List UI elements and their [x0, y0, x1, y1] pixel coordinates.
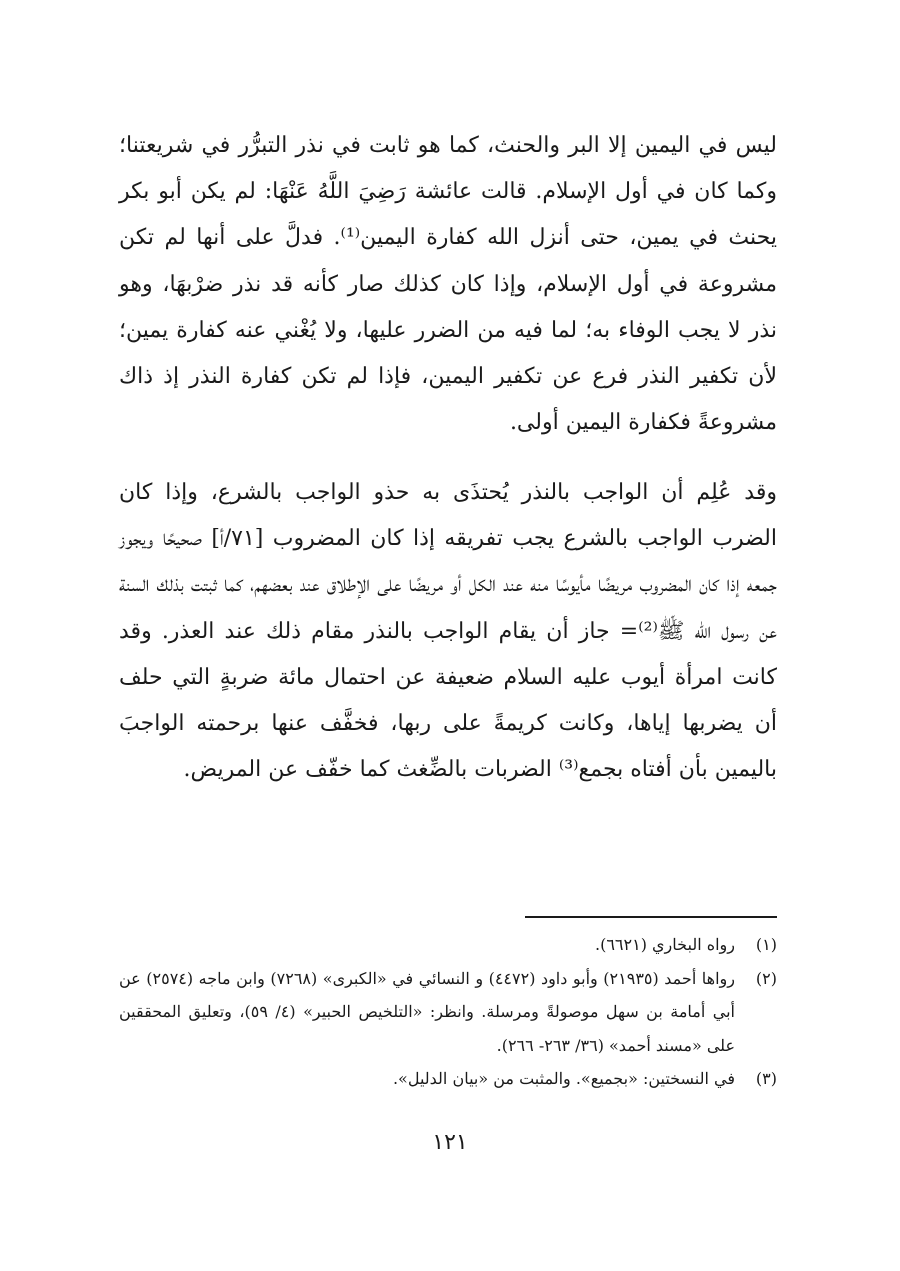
footnotes-list	[119, 928, 777, 1096]
footnote-number: (٢)	[755, 968, 777, 988]
footnote-1	[119, 928, 777, 962]
footnote-number: (١)	[755, 935, 777, 954]
footnote-text: رواه البخاري (٦٦٢١).	[595, 935, 735, 954]
footnote-separator	[525, 916, 777, 918]
body-paragraph-2: وقد عُلِم أن الواجب بالنذر يُحتذَى به حذو الواجب بالشرع، وإذا كان الضرب الواجب بالشرع يجب تفريقه إذا كان المضروب [٧١/أ] صحيحًا ويجوز جمعه إذا كان المضروب مريضًا مأيوسًا منه عند الكل أو مريضًا على الإطلاق عند بعضهم، كما ثبتت بذلك السنة عن رسول الله ﷺ⁽²⁾= جاز أن يقام الواجب بالنذر مقام ذلك عند العذر. وقد كانت امرأة أيوب عليه السلام ضعيفة عن احتمال مائة ضربةٍ التي حلف أن يضربها إياها، وكانت كريمةً على ربها، فخفَّف عنها برحمته الواجبَ باليمين بأن أفتاه بجمع⁽³⁾ الضربات بالضِّغث كما خفّف عن المريض.	[119, 480, 778, 783]
footnote-2	[119, 962, 777, 1063]
body-paragraph-1: ليس في اليمين إلا البر والحنث، كما هو ثابت في نذر التبرُّر في شريعتنا؛ وكما كان في أول الإسلام. قالت عائشة رَضِيَ اللَّهُ عَنْهَا: لم يكن أبو بكر يحنث في يمين، حتى أنزل الله كفارة اليمين⁽¹⁾. فدلَّ على أنها لم تكن مشروعة في أول الإسلام، وإذا كان كذلك صار كأنه قد نذر ضرْبهَا، وهو نذر لا يجب الوفاء به؛ لما فيه من الضرر عليها، ولا يُغْني عنه كفارة يمين؛ لأن تكفير النذر فرع عن تكفير اليمين، فإذا لم تكن كفارة النذر إذ ذاك مشروعةً فكفارة اليمين أولى.	[119, 133, 777, 436]
footnote-text: في النسختين: «بجميع». والمثبت من «بيان الدليل».	[392, 1069, 735, 1088]
footnote-text: رواها أحمد (٢١٩٣٥) وأبو داود (٤٤٧٢) و النسائي في «الكبرى» (٧٢٦٨) وابن ماجه (٢٥٧٤) عن أبي أمامة بن سهل موصولةً ومرسلة. وانظر: «التلخيص الحبير» (٤/ ٥٩)، وتعليق المحققين على «مسند أحمد» (٣٦/ ٢٦٣- ٢٦٦).	[119, 968, 735, 1055]
page-number: ١٢١	[432, 1130, 468, 1155]
footnote-number: (٣)	[755, 1069, 777, 1088]
footnote-3	[119, 1062, 777, 1096]
